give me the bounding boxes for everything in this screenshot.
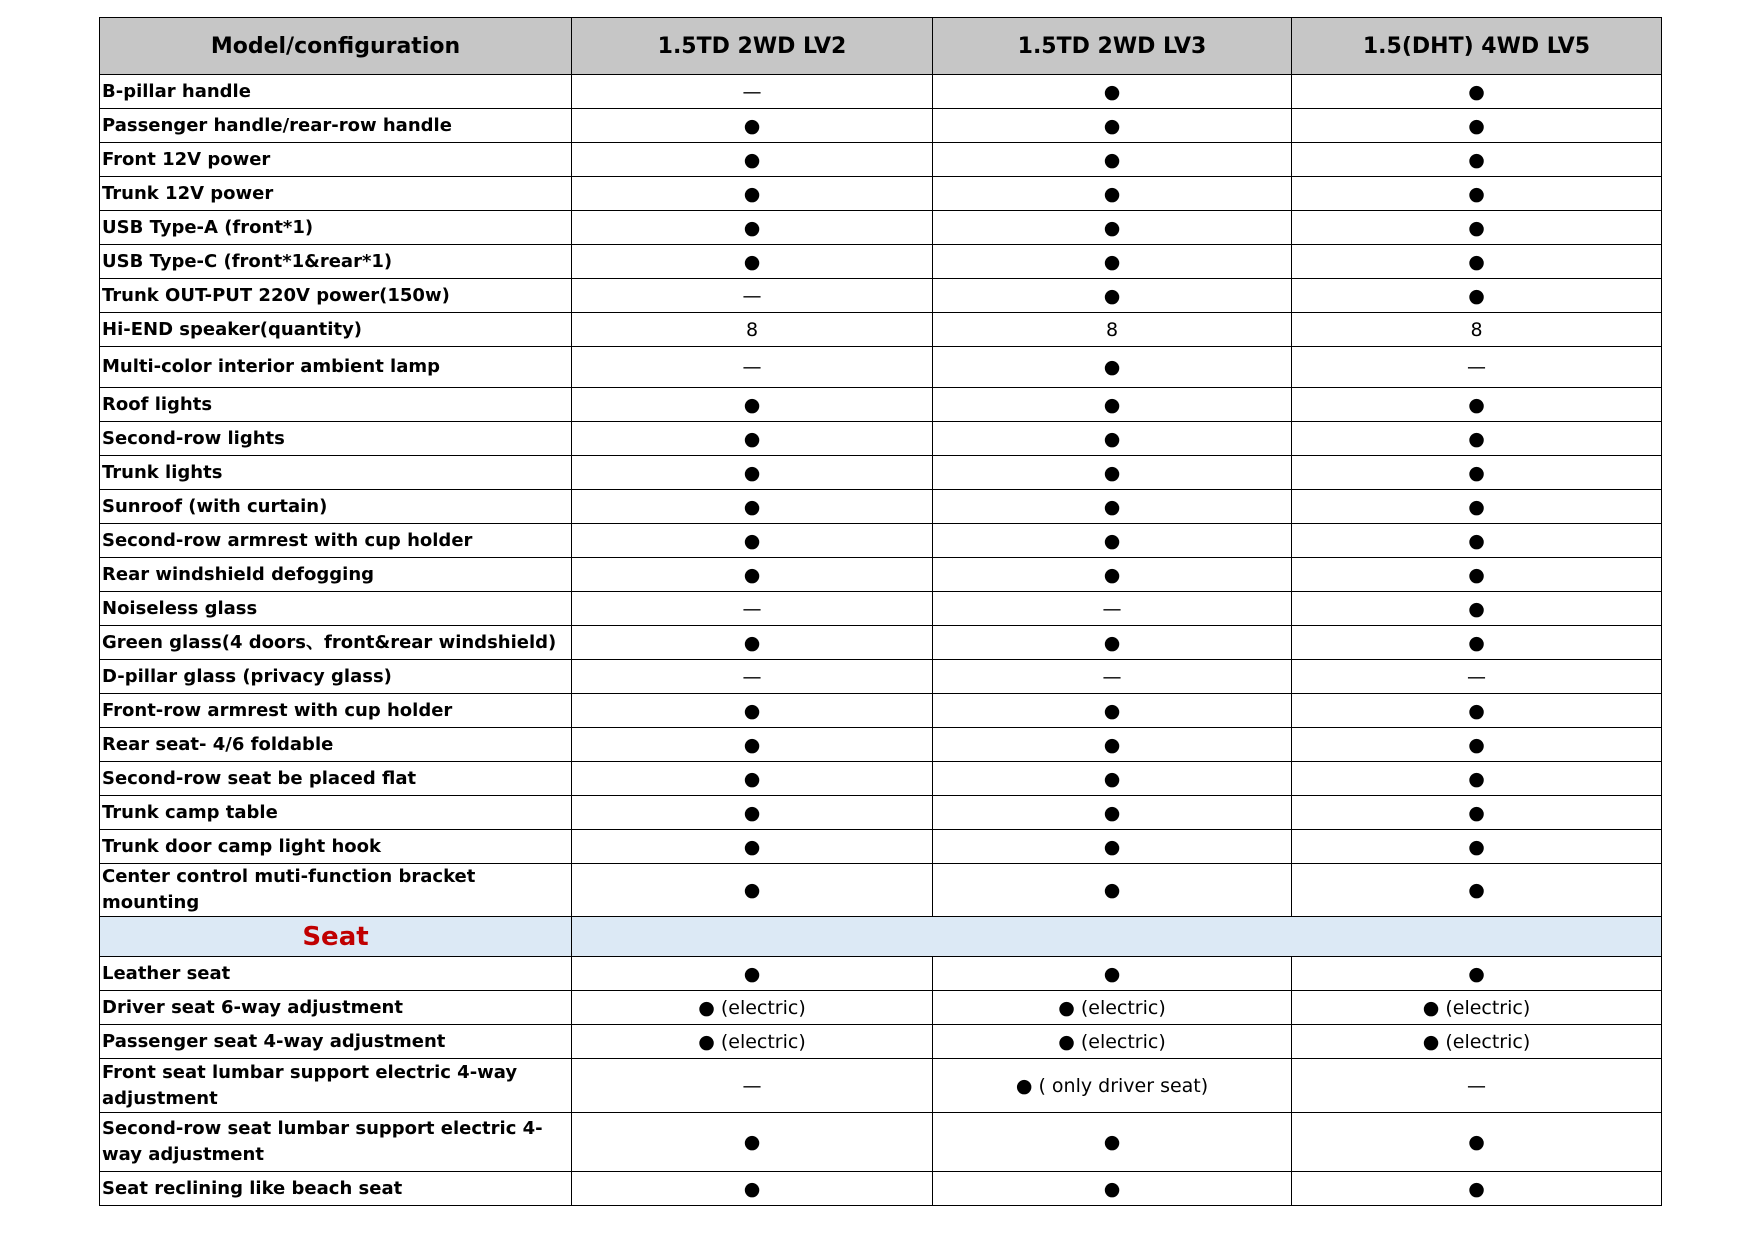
value-cell: ●: [933, 490, 1292, 524]
value-cell: 8: [933, 313, 1292, 347]
table-row: [100, 75, 1662, 109]
value-cell: ●: [933, 177, 1292, 211]
value-cell: ●: [933, 211, 1292, 245]
table-row: [100, 1113, 1662, 1172]
value-cell: ● (electric): [1292, 1025, 1662, 1059]
feature-cell: Trunk camp table: [100, 796, 572, 830]
value-cell: ●: [572, 524, 933, 558]
value-cell: ●: [572, 456, 933, 490]
section-title: Seat: [100, 917, 572, 957]
value-cell: ●: [572, 109, 933, 143]
section-row-seat: [100, 917, 1662, 957]
value-cell: ●: [933, 830, 1292, 864]
value-cell: ●: [572, 728, 933, 762]
header-model-lv5: 1.5(DHT) 4WD LV5: [1292, 18, 1662, 75]
feature-cell: Second-row seat lumbar support electric 4-way adjustment: [100, 1113, 572, 1172]
header-model-lv2: 1.5TD 2WD LV2: [572, 18, 933, 75]
table-row: [100, 211, 1662, 245]
feature-cell: Leather seat: [100, 957, 572, 991]
table-row: [100, 694, 1662, 728]
value-cell: ●: [572, 1113, 933, 1172]
value-cell: ●: [1292, 796, 1662, 830]
value-cell: ●: [572, 558, 933, 592]
value-cell: ●: [1292, 864, 1662, 917]
feature-cell: D-pillar glass (privacy glass): [100, 660, 572, 694]
header-model-lv3: 1.5TD 2WD LV3: [933, 18, 1292, 75]
value-cell: ● (electric): [933, 1025, 1292, 1059]
value-cell: ●: [572, 762, 933, 796]
value-cell: ●: [572, 1172, 933, 1206]
value-cell: ●: [933, 1113, 1292, 1172]
value-cell: ●: [572, 694, 933, 728]
value-cell: ● ( only driver seat): [933, 1059, 1292, 1113]
value-cell: ●: [572, 143, 933, 177]
value-cell: ●: [1292, 211, 1662, 245]
value-cell: ●: [572, 796, 933, 830]
feature-cell: Green glass(4 doors、front&rear windshield): [100, 626, 572, 660]
table-row: [100, 524, 1662, 558]
feature-cell: Roof lights: [100, 388, 572, 422]
table-row: [100, 830, 1662, 864]
value-cell: ●: [1292, 830, 1662, 864]
value-cell: ●: [933, 626, 1292, 660]
header-feature: Model/configuration: [100, 18, 572, 75]
value-cell: ●: [933, 957, 1292, 991]
feature-cell: Rear windshield defogging: [100, 558, 572, 592]
value-cell: ●: [933, 796, 1292, 830]
feature-cell: Passenger seat 4-way adjustment: [100, 1025, 572, 1059]
table-row: [100, 490, 1662, 524]
feature-cell: Driver seat 6-way adjustment: [100, 991, 572, 1025]
value-cell: —: [933, 592, 1292, 626]
value-cell: ●: [933, 388, 1292, 422]
value-cell: ●: [933, 456, 1292, 490]
feature-cell: Second-row seat be placed flat: [100, 762, 572, 796]
table-row: [100, 626, 1662, 660]
value-cell: ●: [1292, 75, 1662, 109]
value-cell: ●: [1292, 592, 1662, 626]
value-cell: ●: [1292, 1172, 1662, 1206]
value-cell: ●: [1292, 762, 1662, 796]
table-row: [100, 1059, 1662, 1113]
value-cell: —: [572, 592, 933, 626]
value-cell: ●: [933, 762, 1292, 796]
feature-cell: USB Type-C (front*1&rear*1): [100, 245, 572, 279]
feature-cell: Front-row armrest with cup holder: [100, 694, 572, 728]
value-cell: ●: [572, 211, 933, 245]
feature-cell: Trunk 12V power: [100, 177, 572, 211]
feature-cell: Second-row armrest with cup holder: [100, 524, 572, 558]
table-row: [100, 592, 1662, 626]
value-cell: —: [572, 1059, 933, 1113]
value-cell: ●: [933, 694, 1292, 728]
value-cell: ●: [1292, 626, 1662, 660]
value-cell: ●: [933, 75, 1292, 109]
table-row: [100, 456, 1662, 490]
value-cell: —: [1292, 660, 1662, 694]
table-row: [100, 558, 1662, 592]
value-cell: ●: [572, 388, 933, 422]
table-row: [100, 728, 1662, 762]
value-cell: ●: [572, 626, 933, 660]
table-row: [100, 957, 1662, 991]
value-cell: —: [933, 660, 1292, 694]
value-cell: —: [572, 660, 933, 694]
value-cell: ●: [933, 109, 1292, 143]
value-cell: ●: [1292, 490, 1662, 524]
feature-cell: USB Type-A (front*1): [100, 211, 572, 245]
table-row: [100, 796, 1662, 830]
feature-cell: Trunk door camp light hook: [100, 830, 572, 864]
feature-cell: Passenger handle/rear-row handle: [100, 109, 572, 143]
table-row: [100, 347, 1662, 388]
feature-cell: Noiseless glass: [100, 592, 572, 626]
value-cell: ●: [572, 957, 933, 991]
table-row: [100, 143, 1662, 177]
value-cell: ●: [1292, 1113, 1662, 1172]
value-cell: ●: [572, 177, 933, 211]
table-row: [100, 388, 1662, 422]
value-cell: 8: [1292, 313, 1662, 347]
table-row: [100, 991, 1662, 1025]
value-cell: ●: [1292, 957, 1662, 991]
table-row: [100, 109, 1662, 143]
table-row: [100, 177, 1662, 211]
feature-cell: Seat reclining like beach seat: [100, 1172, 572, 1206]
value-cell: ● (electric): [933, 991, 1292, 1025]
value-cell: ●: [572, 864, 933, 917]
table-row: [100, 1025, 1662, 1059]
value-cell: ●: [1292, 143, 1662, 177]
value-cell: ●: [933, 422, 1292, 456]
feature-cell: Front seat lumbar support electric 4-way adjustment: [100, 1059, 572, 1113]
value-cell: ●: [933, 728, 1292, 762]
feature-cell: Front 12V power: [100, 143, 572, 177]
value-cell: —: [1292, 1059, 1662, 1113]
feature-cell: Second-row lights: [100, 422, 572, 456]
feature-cell: Hi-END speaker(quantity): [100, 313, 572, 347]
value-cell: ●: [1292, 558, 1662, 592]
value-cell: ●: [1292, 422, 1662, 456]
value-cell: ● (electric): [572, 991, 933, 1025]
header-row: [100, 18, 1662, 75]
table-row: [100, 313, 1662, 347]
value-cell: —: [572, 279, 933, 313]
table-row: [100, 279, 1662, 313]
feature-cell: Trunk OUT-PUT 220V power(150w): [100, 279, 572, 313]
value-cell: —: [572, 75, 933, 109]
value-cell: ●: [933, 143, 1292, 177]
value-cell: ●: [933, 524, 1292, 558]
value-cell: 8: [572, 313, 933, 347]
value-cell: ●: [1292, 177, 1662, 211]
configuration-table: [99, 17, 1662, 1206]
value-cell: ●: [1292, 694, 1662, 728]
value-cell: ●: [1292, 245, 1662, 279]
value-cell: ●: [1292, 388, 1662, 422]
feature-cell: Rear seat- 4/6 foldable: [100, 728, 572, 762]
value-cell: ●: [933, 558, 1292, 592]
value-cell: ●: [572, 830, 933, 864]
value-cell: ●: [933, 245, 1292, 279]
feature-cell: Sunroof (with curtain): [100, 490, 572, 524]
table-row: [100, 762, 1662, 796]
value-cell: ●: [933, 347, 1292, 388]
value-cell: ● (electric): [1292, 991, 1662, 1025]
feature-cell: B-pillar handle: [100, 75, 572, 109]
section-fill: [572, 917, 1662, 957]
feature-cell: Multi-color interior ambient lamp: [100, 347, 572, 388]
value-cell: ●: [572, 245, 933, 279]
value-cell: ●: [933, 1172, 1292, 1206]
value-cell: ● (electric): [572, 1025, 933, 1059]
value-cell: ●: [572, 490, 933, 524]
table-row: [100, 1172, 1662, 1206]
table-row: [100, 660, 1662, 694]
value-cell: ●: [1292, 728, 1662, 762]
feature-cell: Center control muti-function bracket mounting: [100, 864, 572, 917]
table-row: [100, 422, 1662, 456]
value-cell: ●: [1292, 524, 1662, 558]
value-cell: —: [1292, 347, 1662, 388]
value-cell: ●: [933, 279, 1292, 313]
value-cell: ●: [1292, 456, 1662, 490]
value-cell: ●: [1292, 279, 1662, 313]
value-cell: ●: [1292, 109, 1662, 143]
feature-cell: Trunk lights: [100, 456, 572, 490]
value-cell: ●: [572, 422, 933, 456]
value-cell: —: [572, 347, 933, 388]
table-row: [100, 864, 1662, 917]
value-cell: ●: [933, 864, 1292, 917]
table-row: [100, 245, 1662, 279]
